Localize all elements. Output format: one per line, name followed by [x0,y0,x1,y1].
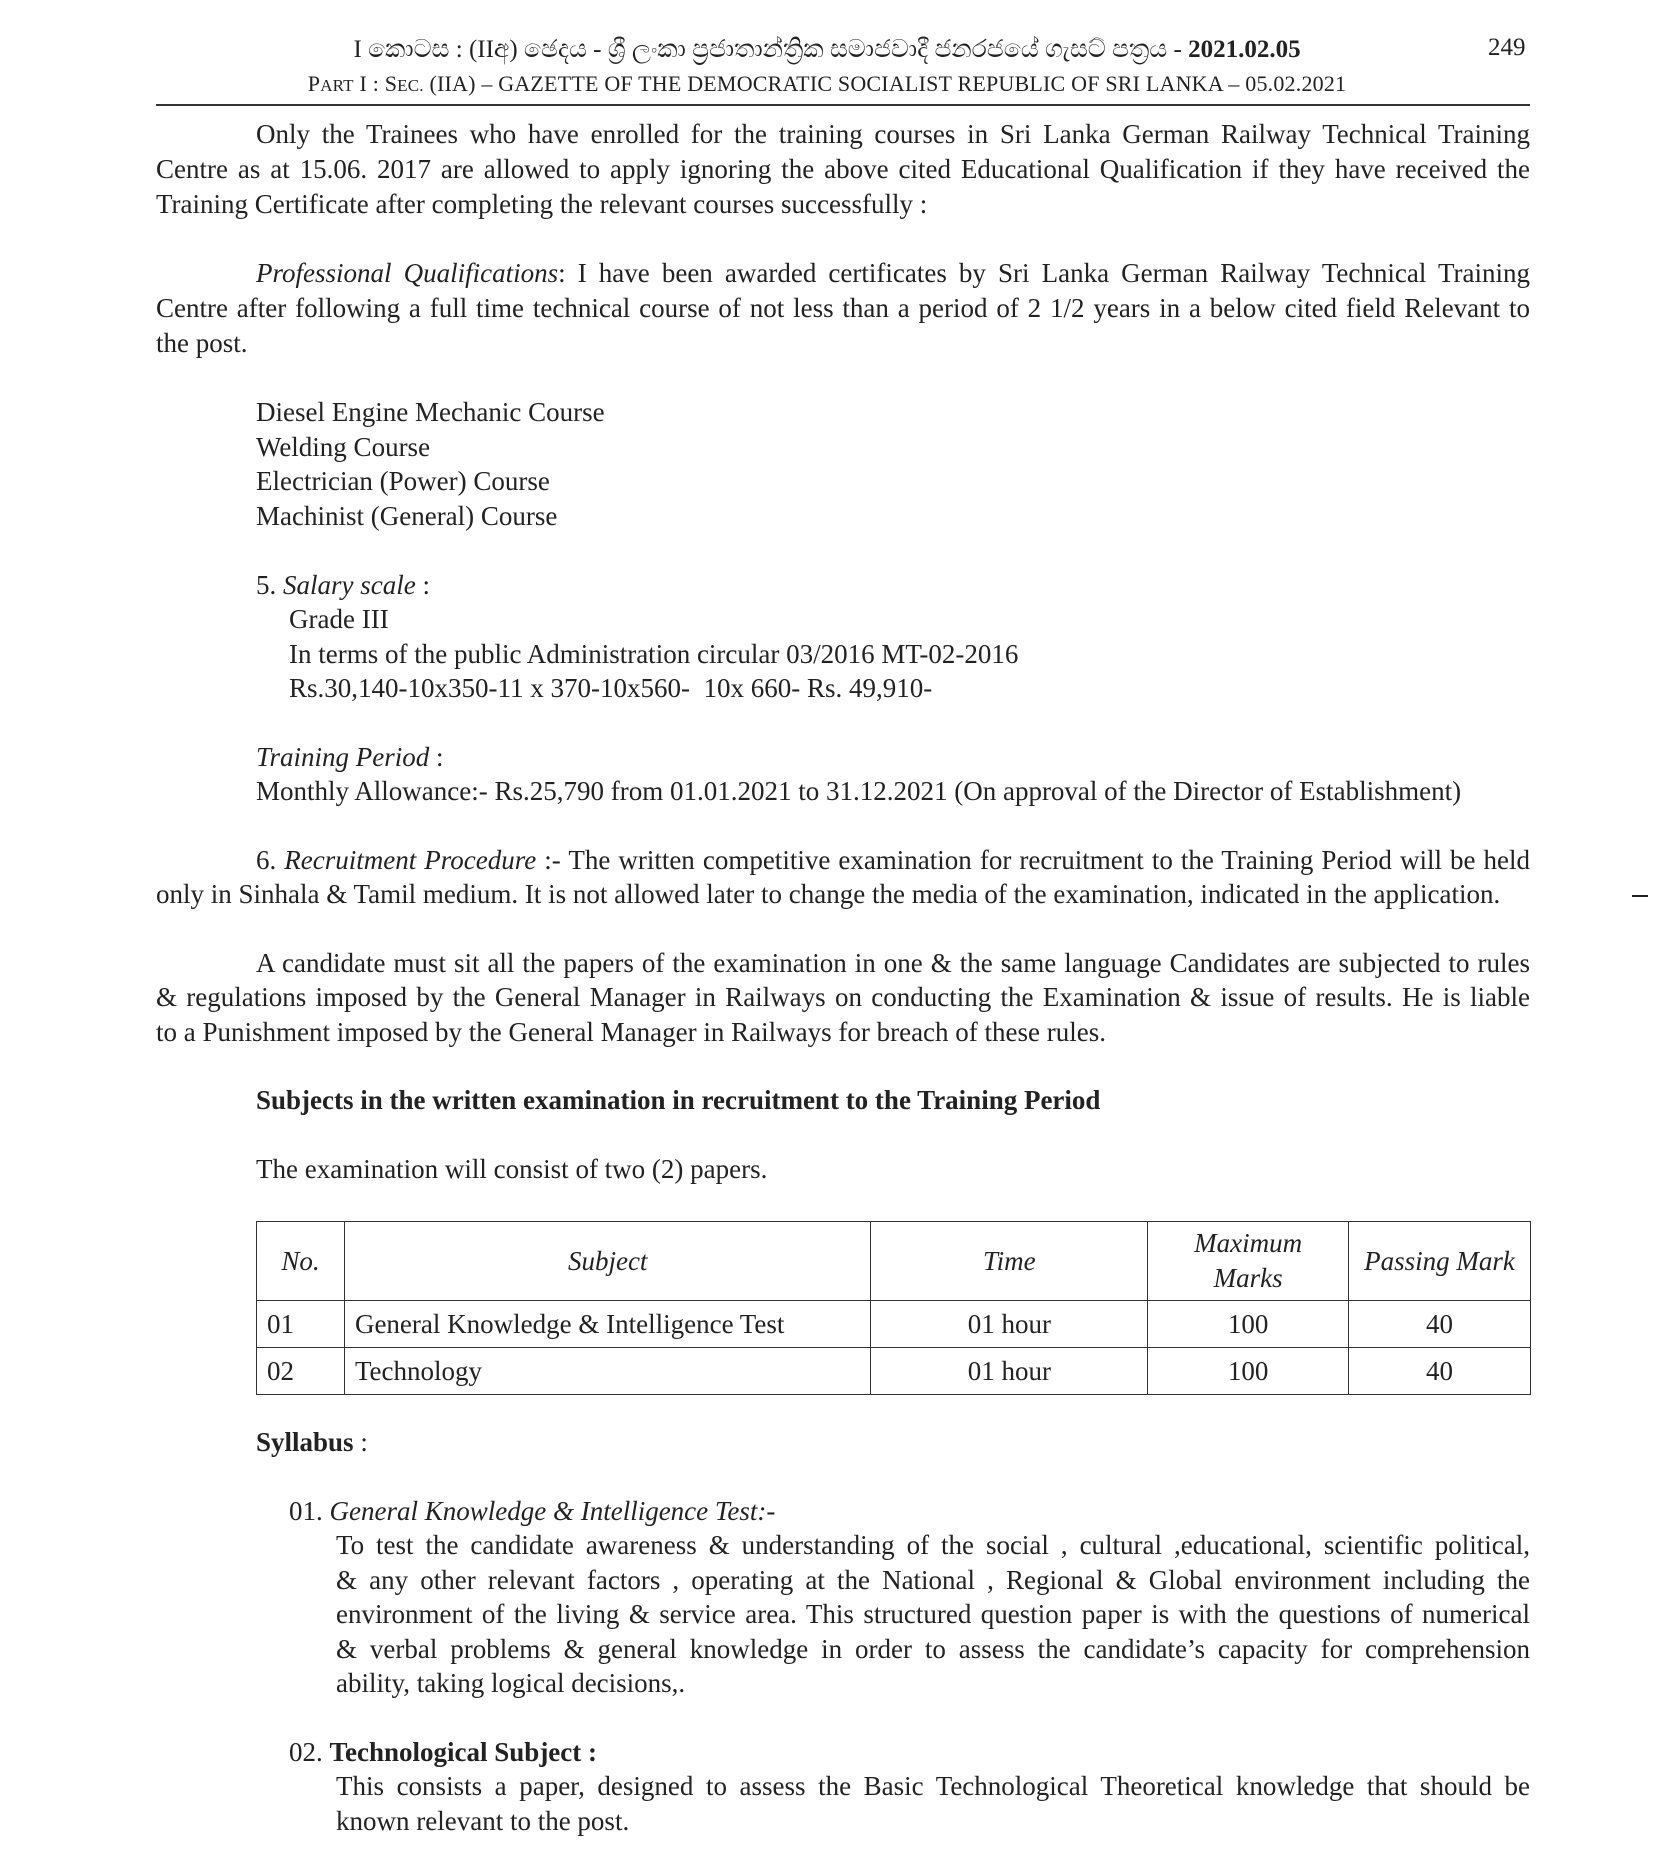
header-part-rest: ART [320,76,354,95]
cell-max: 100 [1148,1301,1349,1348]
header-section-rest: EC. [397,76,424,95]
professional-text: : I have been awarded certificates by Sri Lanka German Railway Technical Training [558,258,1530,288]
cell-pass: 40 [1349,1348,1531,1395]
syllabus-heading [256,1425,368,1460]
syllabus-item-1-number: 01. [289,1496,323,1526]
gazette-header-sinhala [0,30,1654,70]
papers-note: The examination will consist of two (2) papers. [256,1154,768,1184]
training-allowance: Monthly Allowance:- Rs.25,790 from 01.01.2021 to 31.12.2021 (On approval of the Director of Establishment) [256,776,1462,806]
syllabus-item-1-line: To test the candidate awareness & understanding of the social , cultural ,educational, scientific political, [336,1530,1530,1560]
cell-no: 01 [257,1301,345,1348]
syllabus-item-1-title [289,1494,775,1529]
header-max-a: Maximum [1194,1228,1303,1258]
professional-line-2: Centre after following a full time technical course of not less than a period of 2 1/2 years in a below cited field Relevant to [156,293,1530,323]
cell-no: 02 [257,1348,345,1395]
cell-time: 01 hour [871,1348,1148,1395]
gazette-header-english [0,68,1654,102]
candidate-line-1: A candidate must sit all the papers of the examination in one & the same language Candidates are subjected to rules [256,948,1530,978]
cell-subject: Technology [344,1348,871,1395]
syllabus-item-2-line: This consists a paper, designed to assess the Basic Technological Theoretical knowledge that should be [336,1771,1530,1801]
intro-line-1: Only the Trainees who have enrolled for the training courses in Sri Lanka German Railway Technical Training [256,119,1530,149]
header-sinhala-text: I කොටස : (IIඅ) ඡෙදය - ශ්‍රී ලංකා ප්‍රජාතාන්ත්‍රික සමාජවාදී ජනරජයේ ගැසට් පත්‍රය - [353,36,1182,63]
recruitment-number: 6. [256,845,277,875]
salary-circular: In terms of the public Administration circular 03/2016 MT-02-2016 [289,639,1019,669]
header-section: I : S [359,71,398,96]
salary-number: 5. [256,570,277,600]
syllabus-item-2-line: known relevant to the post. [336,1806,630,1836]
header-english-title: (IIA) – GAZETTE OF THE DEMOCRATIC SOCIALIST REPUBLIC OF SRI LANKA – 05.02.2021 [429,71,1347,96]
intro-line-3: Training Certificate after completing the relevant courses successfully : [156,189,928,219]
intro-line-2: Centre as at 15.06. 2017 are allowed to apply ignoring the above cited Educational Qualification if they have received the [156,154,1530,184]
recruitment-text: :- The written competitive examination for recruitment to the Training Period will be held [536,845,1530,875]
recruitment-line-1 [256,843,1530,878]
header-part-letter: P [307,71,321,96]
table-header-row [257,1222,1531,1301]
recruitment-line-2: only in Sinhala & Tamil medium. It is not allowed later to change the media of the examination, indicated in the application. [156,879,1501,909]
course-item: Machinist (General) Course [256,501,558,531]
professional-line-3: the post. [156,328,248,358]
table-row [257,1348,1531,1395]
cell-pass: 40 [1349,1301,1531,1348]
header-divider [156,104,1530,106]
exam-table [256,1221,1531,1395]
course-item: Electrician (Power) Course [256,466,550,496]
syllabus-item-1-line: ability, taking logical decisions,. [336,1668,686,1698]
table-row [257,1301,1531,1348]
header-time: Time [871,1222,1148,1301]
salary-scale: Rs.30,140-10x350-11 x 370-10x560- 10x 660- Rs. 49,910- [289,673,933,703]
syllabus-label: Syllabus [256,1427,354,1457]
course-item: Welding Course [256,432,431,462]
header-sinhala-date: 2021.02.05 [1188,36,1301,63]
professional-label: Professional Qualifications [256,258,559,288]
training-heading [256,740,444,775]
course-item: Diesel Engine Mechanic Course [256,397,605,427]
syllabus-item-2-number: 02. [289,1737,323,1767]
header-max-b: Marks [1213,1263,1283,1293]
salary-label: Salary scale [283,570,416,600]
professional-line-1 [256,256,1530,291]
salary-heading [256,568,430,603]
syllabus-item-1-line: & verbal problems & general knowledge in order to assess the candidate’s capacity for comprehension [336,1634,1530,1664]
syllabus-item-1-label: General Knowledge & Intelligence Test:- [329,1496,776,1526]
syllabus-item-2-label: Technological Subject : [329,1737,598,1767]
margin-mark [1632,895,1648,897]
cell-max: 100 [1148,1348,1349,1395]
syllabus-item-1-line: & any other relevant factors , operating at the National , Regional & Global environment including the [336,1565,1530,1595]
header-subject: Subject [344,1222,871,1301]
cell-time: 01 hour [871,1301,1148,1348]
page-number: 249 [1488,34,1526,61]
header-max-marks [1148,1222,1349,1301]
recruitment-label: Recruitment Procedure [284,845,537,875]
training-label: Training Period [256,742,430,772]
header-passing-mark: Passing Mark [1349,1222,1531,1301]
cell-subject: General Knowledge & Intelligence Test [344,1301,871,1348]
candidate-line-2: & regulations imposed by the General Manager in Railways on conducting the Examination & issue of results. He is liable [156,982,1530,1012]
candidate-line-3: to a Punishment imposed by the General Manager in Railways for breach of these rules. [156,1017,1106,1047]
syllabus-item-2-title [289,1735,597,1770]
header-no: No. [257,1222,345,1301]
training-colon: : [429,742,444,772]
salary-grade: Grade III [289,604,389,634]
syllabus-item-1-line: environment of the living & service area. This structured question paper is with the questions of numerical [336,1599,1530,1629]
subjects-heading: Subjects in the written examination in recruitment to the Training Period [256,1085,1101,1115]
syllabus-colon: : [353,1427,368,1457]
salary-colon: : [415,570,430,600]
